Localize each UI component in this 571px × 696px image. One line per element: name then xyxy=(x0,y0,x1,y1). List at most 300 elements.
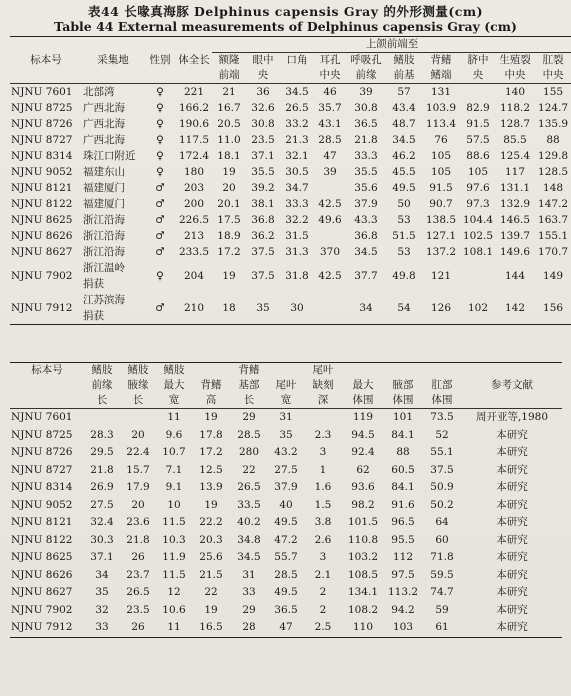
table-row xyxy=(10,514,562,532)
table-row xyxy=(10,409,562,427)
cell-value: 21 xyxy=(222,86,236,98)
cell-value: 32.2 xyxy=(285,214,309,226)
cell-value: 95.5 xyxy=(391,533,415,546)
cell-value: 18.1 xyxy=(217,150,241,162)
specimen-id: NJNU 8121 xyxy=(11,516,73,528)
cell-value: 2 xyxy=(319,586,327,598)
cell-value: 84.1 xyxy=(391,481,415,493)
table-row xyxy=(10,602,562,620)
cell-value: 53 xyxy=(397,246,411,258)
locality-line: 浙江沿海 xyxy=(83,214,125,226)
cell-value: 88 xyxy=(396,446,410,458)
cell-value: 20.1 xyxy=(217,198,241,210)
cell-value: 35 xyxy=(256,302,270,314)
cell-value: 91.5 xyxy=(429,182,453,194)
cell-value: 172.4 xyxy=(178,150,210,162)
cell-value: 11.5 xyxy=(162,568,186,581)
cell-value: 37.5 xyxy=(251,246,275,258)
cell-value: 1.5 xyxy=(314,498,332,511)
cell-value: 10.3 xyxy=(162,533,186,546)
cell-value: 124.7 xyxy=(538,102,569,114)
cell-value: 37.9 xyxy=(274,481,298,493)
header2-line: 长 xyxy=(132,394,144,406)
specimen-id: NJNU 8627 xyxy=(11,246,73,258)
header2-line: 尾叶 xyxy=(275,379,297,391)
cell-value: 51.5 xyxy=(392,230,416,242)
header-sub-1 xyxy=(246,53,280,84)
sex: ♀ xyxy=(156,102,164,114)
table-title-cn: 表44 长喙真海豚 Delphinus capensis Gray 的外形测量(cm) xyxy=(87,4,484,19)
header2-line: 腋部 xyxy=(392,379,414,391)
cell-value: 34.5 xyxy=(285,86,309,98)
header2-line: 宽 xyxy=(168,394,180,406)
cell-value: 25.6 xyxy=(199,551,223,563)
cell-value: 21.8 xyxy=(126,533,150,546)
header2-line: 最大 xyxy=(352,379,374,391)
cell-value: 180 xyxy=(183,166,205,178)
cell-value: 39.2 xyxy=(251,182,275,194)
cell-value: 103 xyxy=(392,621,414,633)
cell-value: 149.6 xyxy=(499,246,531,258)
cell-value: 29 xyxy=(242,603,256,616)
specimen-id: NJNU 8625 xyxy=(11,551,73,563)
cell-value: 20.3 xyxy=(199,533,223,546)
cell-value: 34.5 xyxy=(354,246,378,258)
cell-value: 20 xyxy=(131,428,145,441)
cell-value: 26 xyxy=(131,621,145,633)
cell-value: 38.1 xyxy=(251,198,275,210)
cell-value: 57.5 xyxy=(466,134,490,146)
cell-value: 50 xyxy=(397,198,411,210)
sex: ♀ xyxy=(156,270,164,282)
cell-value: 17.9 xyxy=(126,481,150,493)
locality-line: 广西北海 xyxy=(83,134,125,146)
cell-value: 35 xyxy=(95,586,109,598)
cell-value: 53 xyxy=(397,214,411,226)
header-sub-0 xyxy=(212,53,246,84)
cell-value: 138.5 xyxy=(425,214,457,226)
sex: ♀ xyxy=(156,134,164,146)
cell-value: 32.4 xyxy=(90,516,114,528)
header2-line: 鳍肢 xyxy=(91,364,113,376)
cell-value: 147.2 xyxy=(538,198,569,210)
cell-value: 36.5 xyxy=(274,603,298,616)
cell-value: 34 xyxy=(359,302,373,314)
header-body-length: 体全长 xyxy=(176,37,212,84)
cell-value: 118.2 xyxy=(499,102,531,114)
reference: 本研究 xyxy=(496,621,528,633)
header-sub-line2: 中央 xyxy=(504,69,526,81)
cell-value: 23.5 xyxy=(126,603,150,616)
sex: ♂ xyxy=(155,214,165,226)
cell-value: 132.9 xyxy=(499,198,531,210)
cell-value: 35.7 xyxy=(318,102,342,114)
cell-value: 94.5 xyxy=(351,428,375,441)
sex: ♂ xyxy=(155,198,165,210)
cell-value: 91.5 xyxy=(466,118,490,130)
cell-value: 32.6 xyxy=(251,102,275,114)
header2-line xyxy=(423,363,461,378)
header2-line: 长 xyxy=(243,394,255,406)
sex: ♂ xyxy=(155,230,165,242)
cell-value: 11.9 xyxy=(162,551,186,563)
locality xyxy=(82,212,144,228)
cell-value: 108.1 xyxy=(462,246,494,258)
locality-line: 浙江温岭 xyxy=(83,262,125,274)
cell-value: 139.7 xyxy=(499,230,531,242)
cell-value: 37.9 xyxy=(354,198,378,210)
cell-value: 121 xyxy=(430,270,452,282)
header2-line xyxy=(193,363,229,378)
cell-value: 33.2 xyxy=(285,118,309,130)
reference: 本研究 xyxy=(496,603,528,616)
cell-value: 37.5 xyxy=(251,270,275,282)
header2-col-3 xyxy=(156,363,192,409)
cell-value: 33.5 xyxy=(237,498,261,511)
cell-value: 110.8 xyxy=(347,533,379,546)
cell-value xyxy=(314,228,346,244)
table-row xyxy=(10,549,562,567)
cell-value: 3 xyxy=(319,551,327,563)
cell-value: 43.4 xyxy=(392,102,416,114)
cell-value: 3 xyxy=(319,446,327,458)
cell-value: 36.8 xyxy=(354,230,378,242)
cell-value: 26.5 xyxy=(126,586,150,598)
cell-value: 84.1 xyxy=(391,428,415,441)
cell-value: 142 xyxy=(504,302,526,314)
header-sub-3 xyxy=(314,53,346,84)
header-sub-line2: 前基 xyxy=(393,69,415,81)
specimen-id: NJNU 9052 xyxy=(11,498,73,511)
header-sub-line1: 额隆 xyxy=(218,54,240,66)
cell-value: 21.3 xyxy=(285,134,309,146)
header2-line: 体围 xyxy=(392,394,414,406)
specimen-id: NJNU 9052 xyxy=(11,166,73,178)
header-sub-4 xyxy=(346,53,386,84)
specimen-id: NJNU 8626 xyxy=(11,230,73,242)
cell-value: 55.7 xyxy=(274,551,298,563)
cell-value: 48.7 xyxy=(392,118,416,130)
cell-value: 59.5 xyxy=(430,568,454,581)
locality xyxy=(82,116,144,132)
locality xyxy=(82,180,144,196)
header2-line: 鳍肢 xyxy=(127,364,149,376)
header2-line: 高 xyxy=(205,394,217,406)
specimen-id: NJNU 8314 xyxy=(11,481,73,493)
cell-value: 221 xyxy=(183,86,205,98)
cell-value: 20.5 xyxy=(217,118,241,130)
cell-value: 11 xyxy=(167,621,181,633)
cell-value: 101.5 xyxy=(347,516,379,528)
table-row xyxy=(10,164,571,180)
cell-value: 64 xyxy=(435,516,449,528)
cell-value: 9.1 xyxy=(165,481,183,493)
specimen-id: NJNU 8727 xyxy=(11,134,73,146)
locality-line: 江苏滨海 xyxy=(83,294,125,306)
sex: ♂ xyxy=(155,302,165,314)
header2-line xyxy=(11,393,83,408)
cell-value: 47.2 xyxy=(274,533,298,546)
sex: ♀ xyxy=(156,86,164,98)
cell-value: 29.5 xyxy=(90,446,114,458)
cell-value: 10.6 xyxy=(162,603,186,616)
cell-value: 134.1 xyxy=(347,586,379,598)
cell-value: 11.5 xyxy=(162,516,186,528)
cell-value xyxy=(314,180,346,196)
reference: 本研究 xyxy=(496,463,528,476)
cell-value: 15.7 xyxy=(126,463,150,476)
cell-value: 62 xyxy=(356,463,370,476)
table-title-en: Table 44 External measurements of Delphinus capensis Gray (cm) xyxy=(54,19,517,34)
locality xyxy=(82,132,144,148)
cell-value: 103.2 xyxy=(347,551,379,563)
cell-value: 16.7 xyxy=(217,102,241,114)
cell-value: 2.5 xyxy=(314,621,332,633)
header-sub-line2 xyxy=(281,68,313,83)
header2-line: 腋缘 xyxy=(127,379,149,391)
cell-value: 54 xyxy=(397,302,411,314)
specimen-id: NJNU 8727 xyxy=(11,463,73,476)
header2-col-7 xyxy=(304,363,342,409)
header-sub-line1: 生殖裂 xyxy=(499,54,531,66)
cell-value: 32.1 xyxy=(285,150,309,162)
header-sub-7 xyxy=(460,53,496,84)
cell-value: 88.6 xyxy=(466,150,490,162)
cell-value: 42.5 xyxy=(318,198,342,210)
cell-value: 3.8 xyxy=(314,516,332,528)
sex: ♂ xyxy=(155,246,165,258)
cell-value: 49.6 xyxy=(318,214,342,226)
locality-line: 浙江沿海 xyxy=(83,246,125,258)
header-sub-line2: 鳍端 xyxy=(430,69,452,81)
header2-line xyxy=(463,363,561,378)
cell-value: 131 xyxy=(430,86,452,98)
header-sub-line1: 鳍肢 xyxy=(393,54,415,66)
cell-value: 42.5 xyxy=(318,270,342,282)
specimen-id: NJNU 7902 xyxy=(11,603,73,616)
cell-value: 12.5 xyxy=(199,463,223,476)
cell-value: 204 xyxy=(183,270,205,282)
locality-line: 珠江口附近 xyxy=(83,150,136,162)
header2-col-9 xyxy=(384,363,422,409)
locality-line: 北部湾 xyxy=(83,86,115,98)
cell-value: 26.5 xyxy=(285,102,309,114)
cell-value: 30.3 xyxy=(90,533,114,546)
cell-value: 148 xyxy=(543,182,564,194)
cell-value: 28.5 xyxy=(237,428,261,441)
header-sub-line1: 肛裂 xyxy=(542,54,564,66)
cell-value: 11.0 xyxy=(217,134,241,146)
cell-value: 20 xyxy=(131,498,145,511)
header2-col-1 xyxy=(84,363,120,409)
table-row xyxy=(10,196,571,212)
cell-value: 22 xyxy=(204,586,218,598)
cell-value: 26 xyxy=(131,551,145,563)
cell-value: 88 xyxy=(546,134,560,146)
cell-value: 22.4 xyxy=(126,446,150,458)
cell-value: 34.5 xyxy=(237,551,261,563)
cell-value: 34.8 xyxy=(237,533,261,546)
cell-value: 71.8 xyxy=(430,551,454,563)
header-sub-line2: 央 xyxy=(472,69,484,81)
measurement-table-2 xyxy=(10,362,562,638)
header-sex: 性别 xyxy=(144,37,176,84)
cell-value: 2.3 xyxy=(314,428,332,441)
cell-value: 33 xyxy=(95,621,109,633)
cell-value: 31.5 xyxy=(285,230,309,242)
cell-value: 98.2 xyxy=(351,498,375,511)
cell-value: 31 xyxy=(279,411,293,423)
cell-value: 50.2 xyxy=(430,498,454,511)
cell-value: 97.3 xyxy=(466,198,490,210)
header2-line xyxy=(11,378,83,393)
header2-col-10 xyxy=(422,363,462,409)
cell-value: 117 xyxy=(504,166,526,178)
cell-value: 128.5 xyxy=(538,166,569,178)
cell-value: 49.8 xyxy=(392,270,416,282)
header-sub-line2: 前端 xyxy=(218,69,240,81)
cell-value: 10 xyxy=(167,498,181,511)
cell-value: 55.1 xyxy=(430,446,454,458)
cell-value: 280 xyxy=(238,446,260,458)
table-row xyxy=(10,532,562,550)
cell-value: 1.6 xyxy=(314,481,332,493)
cell-value: 213 xyxy=(183,230,205,242)
cell-value: 17.2 xyxy=(199,446,223,458)
cell-value: 19 xyxy=(204,498,218,511)
reference: 周开亚等,1980 xyxy=(475,411,549,423)
sex: ♀ xyxy=(156,150,164,162)
cell-value: 137.2 xyxy=(425,246,457,258)
header2-line: 宽 xyxy=(280,394,292,406)
cell-value: 46.2 xyxy=(392,150,416,162)
header2-line: 肛部 xyxy=(431,379,453,391)
reference: 本研究 xyxy=(496,533,528,546)
cell-value: 59 xyxy=(435,603,449,616)
cell-value: 105 xyxy=(430,150,452,162)
reference: 本研究 xyxy=(496,481,528,493)
cell-value: 33.3 xyxy=(354,150,378,162)
cell-value: 45.5 xyxy=(392,166,416,178)
cell-value: 34.7 xyxy=(285,182,309,194)
cell-value: 17.2 xyxy=(217,246,241,258)
cell-value: 156 xyxy=(543,302,564,314)
cell-value xyxy=(460,260,496,292)
cell-value: 93.6 xyxy=(351,481,375,493)
cell-value: 35.5 xyxy=(354,166,378,178)
header-sub-line2: 中央 xyxy=(319,69,341,81)
cell-value: 30.5 xyxy=(285,166,309,178)
cell-value: 149 xyxy=(543,270,564,282)
cell-value: 40.2 xyxy=(237,516,261,528)
cell-value: 2.6 xyxy=(314,533,332,546)
header2-line: 缺刻 xyxy=(312,379,334,391)
specimen-id: NJNU 8122 xyxy=(11,533,73,546)
cell-value: 23.5 xyxy=(251,134,275,146)
header-sub-line1: 呼吸孔 xyxy=(350,54,382,66)
reference: 本研究 xyxy=(496,516,528,528)
locality-line: 福建厦门 xyxy=(83,182,125,194)
cell-value: 233.5 xyxy=(178,246,210,258)
cell-value: 96.5 xyxy=(391,516,415,528)
cell-value xyxy=(460,84,496,101)
header2-line: 参考文献 xyxy=(491,379,533,391)
cell-value: 21.8 xyxy=(90,463,114,476)
cell-value: 39 xyxy=(359,86,373,98)
cell-value: 18.9 xyxy=(217,230,241,242)
cell-value: 97.6 xyxy=(466,182,490,194)
header2-col-0 xyxy=(10,363,84,409)
header2-line: 最大 xyxy=(163,379,185,391)
cell-value: 23.7 xyxy=(126,568,150,581)
cell-value: 31 xyxy=(242,568,256,581)
locality xyxy=(82,260,144,292)
cell-value: 2.1 xyxy=(314,568,332,581)
cell-value: 190.6 xyxy=(178,118,210,130)
reference: 本研究 xyxy=(496,428,528,441)
cell-value: 82.9 xyxy=(466,102,490,114)
header-sub-5 xyxy=(386,53,422,84)
reference: 本研究 xyxy=(496,498,528,511)
header2-line xyxy=(343,363,383,378)
locality-line: 广西北海 xyxy=(83,118,125,130)
header-sub-line1: 脐中 xyxy=(467,54,489,66)
header2-col-8 xyxy=(342,363,384,409)
cell-value: 43.1 xyxy=(318,118,342,130)
cell-value: 108.2 xyxy=(347,603,379,616)
cell-value: 19 xyxy=(222,166,236,178)
table-row xyxy=(10,567,562,585)
header2-line xyxy=(385,363,421,378)
cell-value: 57 xyxy=(397,86,411,98)
table-row xyxy=(10,444,562,462)
locality-line: 福建东山 xyxy=(83,166,125,178)
cell-value: 226.5 xyxy=(178,214,210,226)
locality xyxy=(82,244,144,260)
header-sub-2 xyxy=(280,53,314,84)
locality xyxy=(82,100,144,116)
cell-value: 36.2 xyxy=(251,230,275,242)
header-sub-line1: 口角 xyxy=(286,54,308,66)
locality-line: 广西北海 xyxy=(83,102,125,114)
cell-value: 30 xyxy=(290,302,304,314)
cell-value: 43.2 xyxy=(274,446,298,458)
specimen-id: NJNU 7601 xyxy=(11,86,73,98)
cell-value: 85.5 xyxy=(503,134,527,146)
table-row xyxy=(10,116,571,132)
table-row xyxy=(10,100,571,116)
cell-value: 39 xyxy=(323,166,337,178)
reference: 本研究 xyxy=(496,586,528,598)
cell-value: 104.4 xyxy=(462,214,494,226)
table-row xyxy=(10,212,571,228)
locality-line-2: 捐获 xyxy=(83,310,104,322)
cell-value: 34.5 xyxy=(392,134,416,146)
specimen-id: NJNU 8627 xyxy=(11,586,73,598)
table-row xyxy=(10,584,562,602)
cell-value: 7.1 xyxy=(165,463,183,476)
cell-value: 11 xyxy=(167,411,181,423)
cell-value: 47 xyxy=(279,621,293,633)
cell-value: 36 xyxy=(256,86,270,98)
cell-value: 10.7 xyxy=(162,446,186,458)
cell-value: 94.2 xyxy=(391,603,415,616)
cell-value: 19 xyxy=(222,270,236,282)
header2-line: 背鳍 xyxy=(200,379,222,391)
cell-value: 117.5 xyxy=(178,134,210,146)
table-row xyxy=(10,292,571,325)
cell-value: 47 xyxy=(323,150,337,162)
